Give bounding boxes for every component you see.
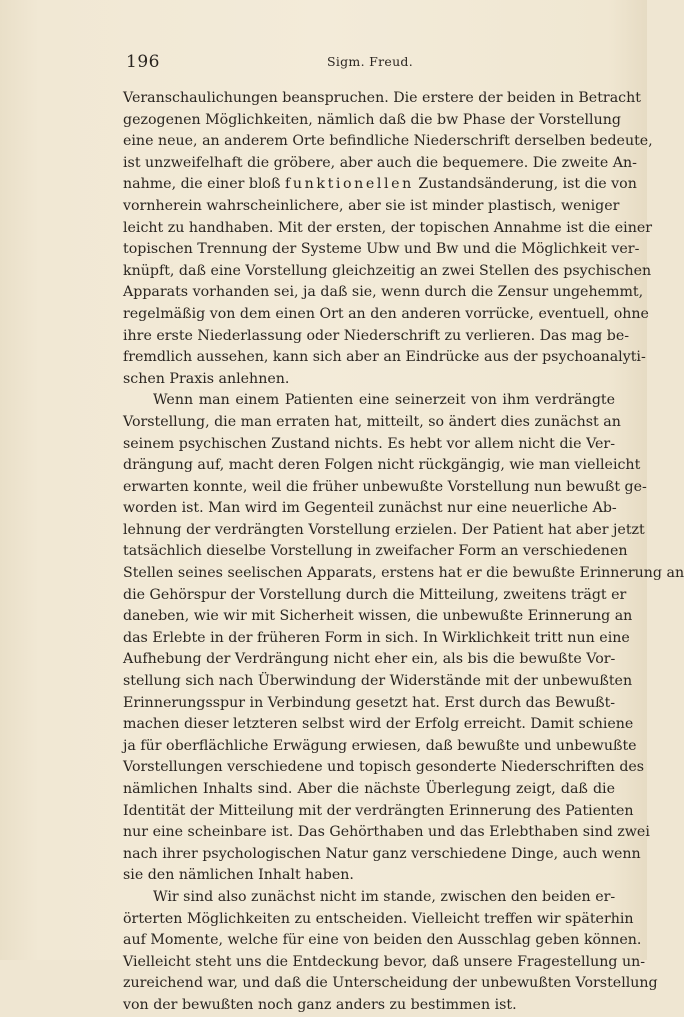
text-line: Identität der Mitteilung mit der verdrängten Erinnerung des Patienten: [123, 802, 634, 819]
body-text: [123, 88, 684, 1017]
text-line: Stellen seines seelischen Apparats, erstens hat er die bewußte Erinnerung an: [123, 565, 684, 582]
text-line: Erinnerungsspur in Verbindung gesetzt hat. Erst durch das Bewußt-: [123, 694, 616, 711]
text-line: seinem psychischen Zustand nichts. Es hebt vor allem nicht die Ver-: [123, 435, 615, 452]
text-line: Vorstellung, die man erraten hat, mitteilt, so ändert dies zunächst an: [123, 413, 621, 430]
paragraph: [123, 390, 684, 887]
text-line: Apparats vorhanden sei, ja daß sie, wenn durch die Zensur ungehemmt,: [123, 284, 644, 301]
paragraph: [123, 887, 658, 1017]
text-line: [123, 174, 637, 196]
text-line: ja für oberflächliche Erwägung erwiesen, daß bewußte und unbewußte: [123, 737, 637, 754]
text-line: auf Momente, welche für eine von beiden den Ausschlag geben können.: [123, 932, 642, 949]
text-line: nämlichen Inhalts sind. Aber die nächste Überlegung zeigt, daß die: [123, 781, 615, 797]
text-line: topischen Trennung der Systeme Ubw und Bw und die Möglichkeit ver-: [123, 241, 640, 258]
text-line: vornherein wahrscheinlichere, aber sie ist minder plastisch, weniger: [123, 197, 620, 214]
text-line: Wir sind also zunächst nicht im stande, zwischen den beiden er-: [153, 888, 616, 905]
text-line: fremdlich aussehen, kann sich aber an Eindrücke aus der psychoanalyti-: [123, 349, 646, 366]
text-line: zureichend war, und daß die Unterscheidung der unbewußten Vorstellung: [123, 975, 658, 992]
text-line: gezogenen Möglichkeiten, nämlich daß die bw Phase der Vorstellung: [123, 111, 621, 128]
text-line: ihre erste Niederlassung oder Niederschrift zu verlieren. Das mag be-: [123, 327, 630, 344]
page-header: [123, 52, 617, 72]
text-line: Aufhebung der Verdrängung nicht eher ein, als bis die bewußte Vor-: [123, 651, 616, 668]
text-line: machen dieser letzteren selbst wird der Erfolg erreicht. Damit schiene: [123, 716, 634, 733]
text-line: sie den nämlichen Inhalt haben.: [123, 867, 354, 884]
text-line: erwarten konnte, weil die früher unbewußte Vorstellung nun bewußt ge-: [123, 478, 647, 495]
text-line: regelmäßig von dem einen Ort an den anderen vorrücke, eventuell, ohne: [123, 305, 649, 322]
text-line: Wenn man einem Patienten eine seinerzeit von ihm verdrängte: [153, 392, 615, 409]
text-line: örterten Möglichkeiten zu entscheiden. Vielleicht treffen wir späterhin: [123, 910, 634, 927]
text-line: drängung auf, macht deren Folgen nicht rückgängig, wie man vielleicht: [123, 457, 641, 474]
text-line: Veranschaulichungen beanspruchen. Die erstere der beiden in Betracht: [123, 90, 641, 106]
text-line: daneben, wie wir mit Sicherheit wissen, die unbewußte Erinnerung an: [123, 608, 633, 625]
text-line: Vielleicht steht uns die Entdeckung bevor, daß unsere Fragestellung un-: [123, 953, 646, 970]
text-line: die Gehörspur der Vorstellung durch die Mitteilung, zweitens trägt er: [123, 586, 627, 603]
text-line: schen Praxis anlehnen.: [123, 370, 290, 387]
text-line: worden ist. Man wird im Gegenteil zunächst nur eine neuerliche Ab-: [123, 500, 617, 517]
paragraph: [123, 88, 653, 390]
page-number: 196: [126, 52, 160, 72]
emphasized-word: funktionellen: [285, 176, 414, 193]
text-line: leicht zu handhaben. Mit der ersten, der topischen Annahme ist die einer: [123, 219, 653, 236]
running-head: Sigm. Freud.: [326, 54, 414, 69]
text-line: Vorstellungen verschiedene und topisch gesonderte Niederschriften des: [123, 759, 645, 776]
text-line: lehnung der verdrängten Vorstellung erzielen. Der Patient hat aber jetzt: [123, 521, 645, 538]
text-line: ist unzweifelhaft die gröbere, aber auch die bequemere. Die zweite An-: [123, 154, 637, 171]
text-line: nach ihrer psychologischen Natur ganz verschiedene Dinge, auch wenn: [123, 845, 641, 862]
text-line: eine neue, an anderem Orte befindliche Niederschrift derselben bedeute,: [123, 133, 653, 150]
text-line: stellung sich nach Überwindung der Widerstände mit der unbewußten: [123, 673, 633, 690]
text-line: tatsächlich dieselbe Vorstellung in zweifacher Form an verschiedenen: [123, 543, 628, 560]
text-line: knüpft, daß eine Vorstellung gleichzeitig an zwei Stellen des psychischen: [123, 262, 652, 279]
text-line: von der bewußten noch ganz anders zu bestimmen ist.: [123, 996, 517, 1013]
text-line: das Erlebte in der früheren Form in sich. In Wirklichkeit tritt nun eine: [123, 629, 630, 646]
text-line: nur eine scheinbare ist. Das Gehörthaben und das Erlebthaben sind zwei: [123, 824, 650, 841]
text-segment: Zustandsänderung, ist die von: [413, 176, 637, 193]
text-segment: nahme, die einer bloß: [123, 176, 286, 193]
